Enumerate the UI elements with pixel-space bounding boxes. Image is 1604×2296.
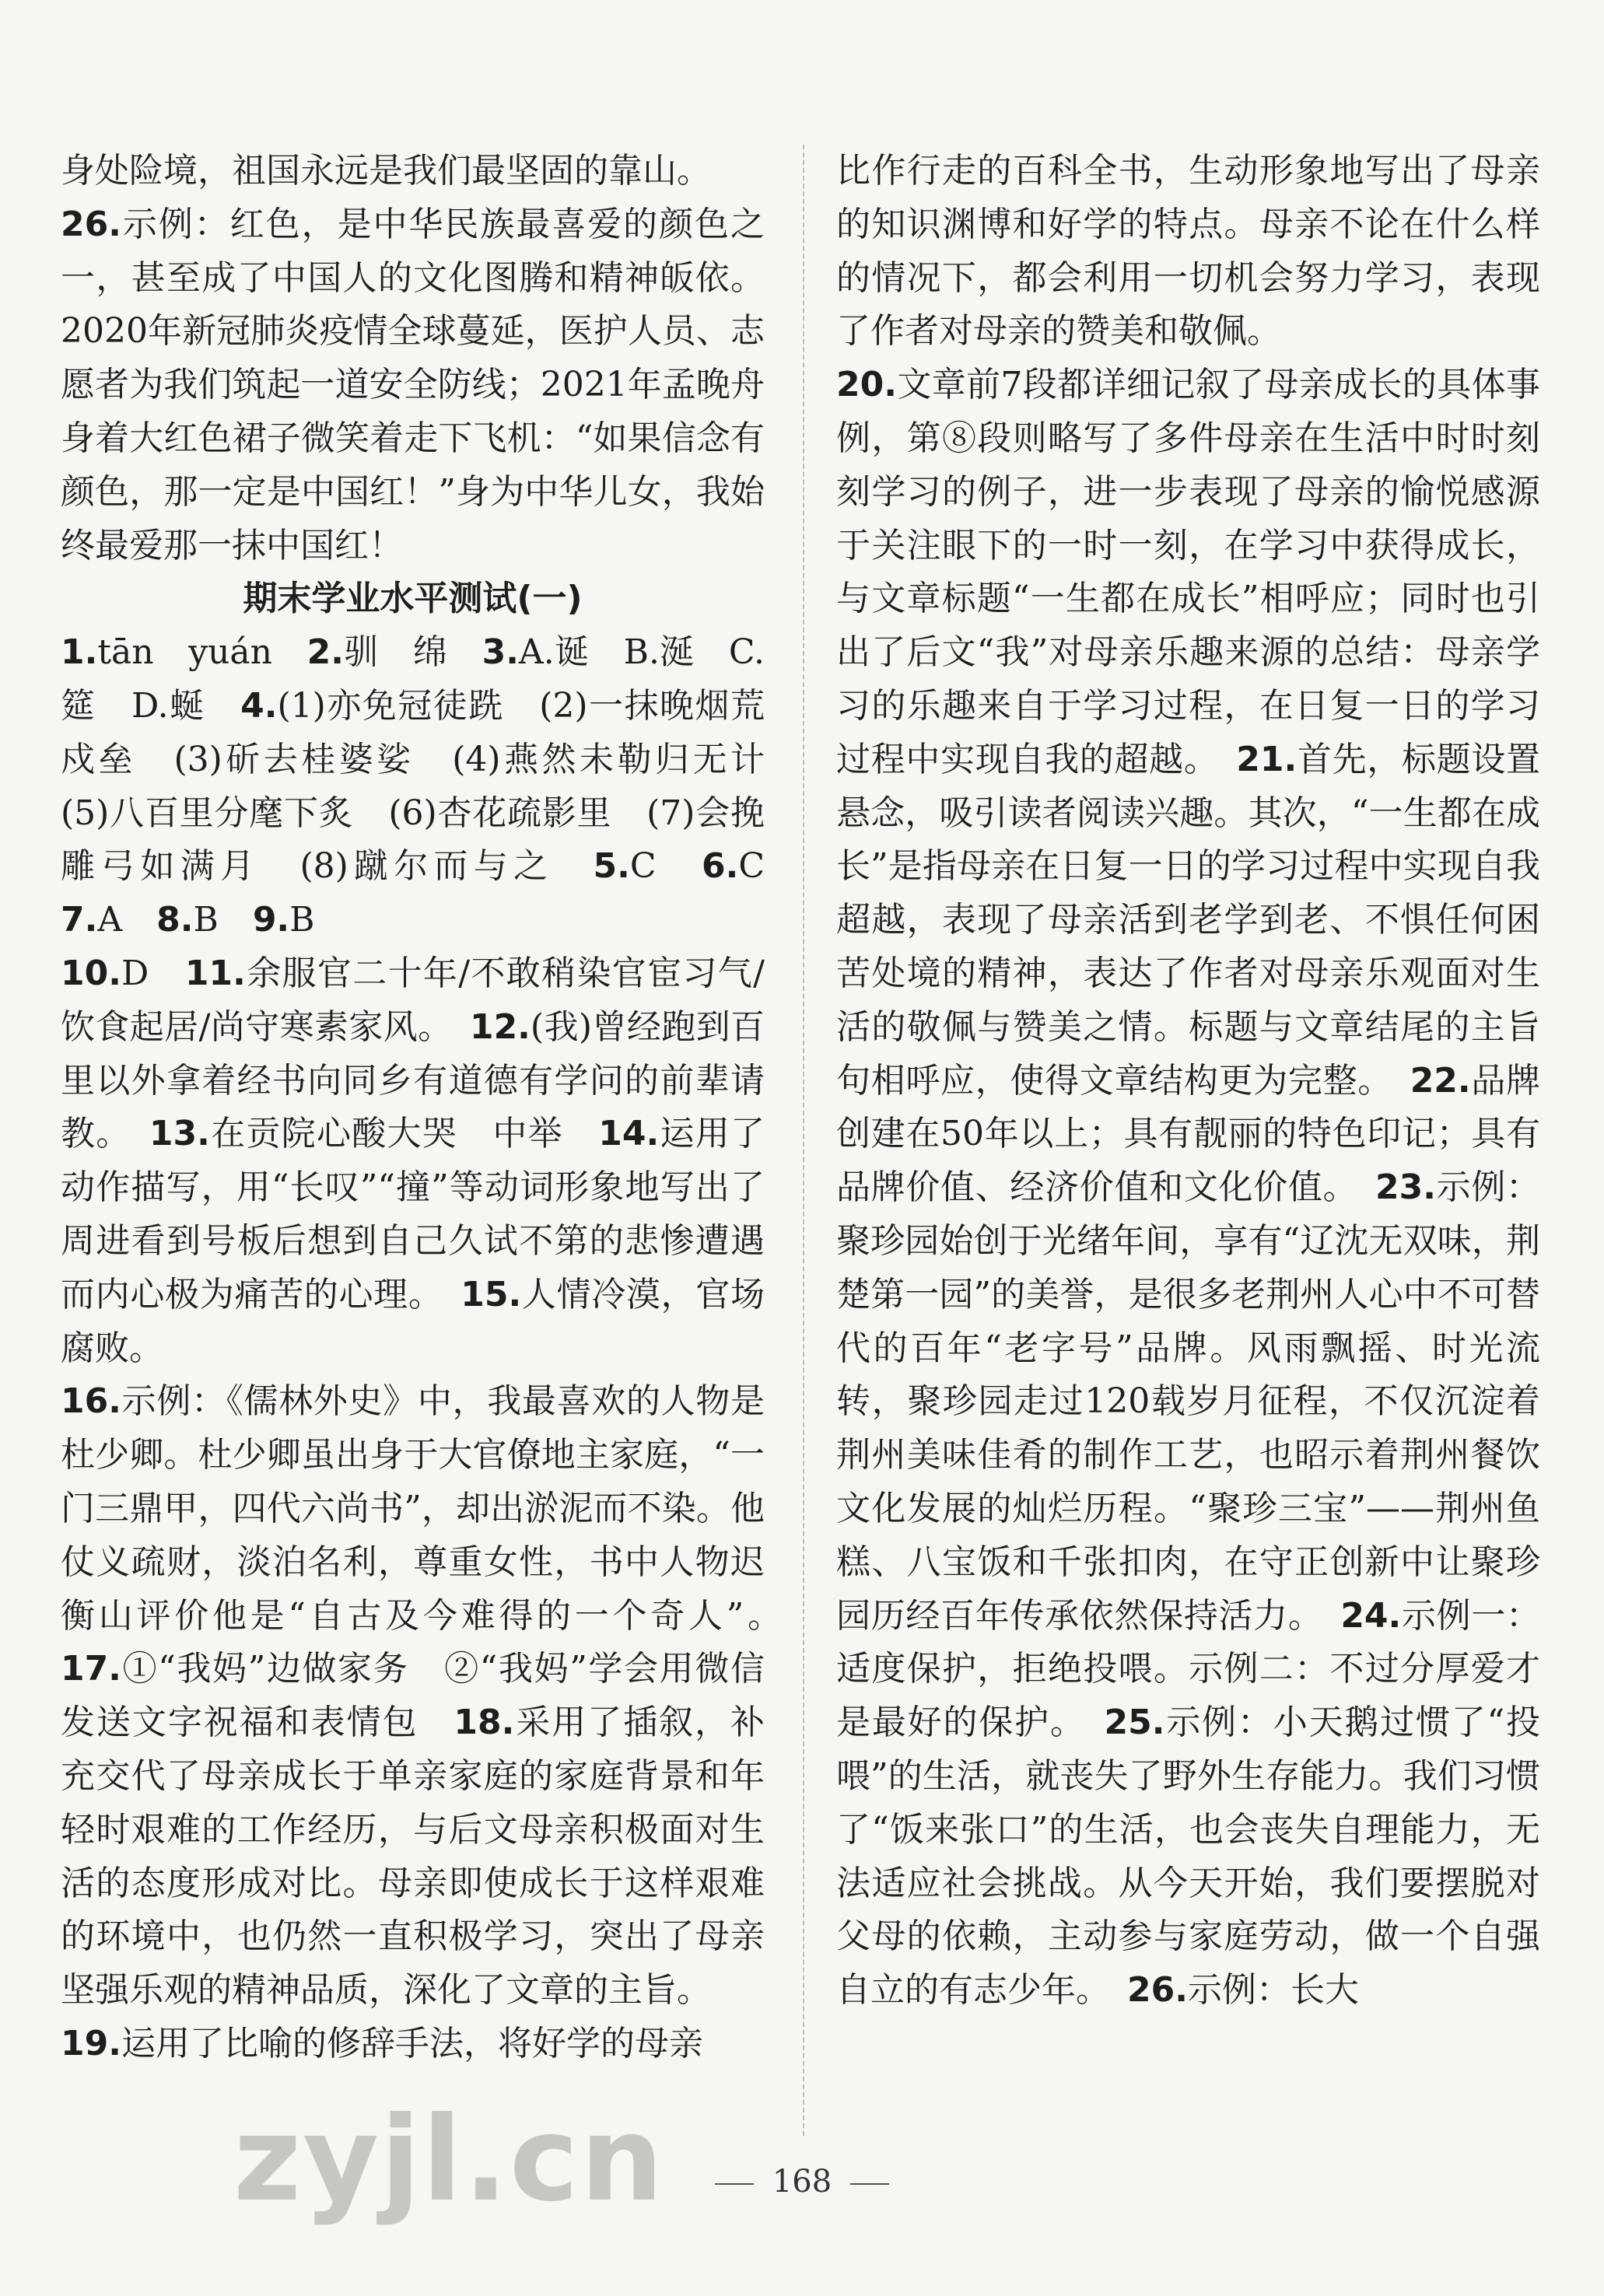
answer-text: B xyxy=(289,900,315,940)
column-divider xyxy=(803,145,804,2136)
question-number: 17. xyxy=(61,1649,121,1689)
question-number: 8. xyxy=(156,900,194,940)
answer-text: B xyxy=(193,900,253,940)
question-number: 10. xyxy=(61,953,121,993)
question-number: 19. xyxy=(61,2023,121,2063)
question-number: 12. xyxy=(469,1006,531,1047)
question-number: 14. xyxy=(598,1114,660,1154)
question-number: 15. xyxy=(461,1274,522,1314)
answer-text: (1)亦免冠徒跣 (2)一抹晚烟荒戍垒 (3)斫去桂婆娑 (4)燕然未勒归无计 (5)八百里分麾下炙 (6)杏花疏影里 (7)会挽雕弓如满月 (8)蹴尔而与之 xyxy=(61,685,799,887)
answer-text: 采用了插叙，补充交代了母亲成长于单亲家庭的家庭背景和年轻时艰难的工作经历，与后文母亲积极面对生活的态度形成对比。母亲即使成长于这样艰难的环境中，也仍然一直积极学习，突出了母亲坚强乐观的精神品质，深化了文章的主旨。 xyxy=(61,1703,765,2011)
answer-text: 比作行走的百科全书，生动形象地写出了母亲的知识渊博和好学的特点。母亲不论在什么样的情况下，都会利用一切机会努力学习，表现了作者对母亲的赞美和敬佩。 xyxy=(836,151,1540,352)
answer-text: 示例：《儒林外史》中，我最喜欢的人物是杜少卿。杜少卿虽出身于大官僚地主家庭，“一门三鼎甲，四代六尚书”，却出淤泥而不染。他仗义疏财，淡泊名利，尊重女性，书中人物迟衡山评价他是“自古及今难得的一个奇人”。 xyxy=(61,1381,799,1636)
question-number: 16. xyxy=(61,1381,121,1422)
answer-text: 余服官二十年/不敢稍染官宦习气/饮食起居/尚守寒素家风。 xyxy=(61,953,765,1047)
answer-paragraph xyxy=(836,145,1540,359)
answer-text: 示例：小天鹅过惯了“投喂”的生活，就丧失了野外生存能力。我们习惯了“饭来张口”的生活，也会丧失自理能力，无法适应社会挑战。从今天开始，我们要摆脱对父母的依赖，主动参与家庭劳动，做一个自强自立的有志少年。 xyxy=(836,1703,1540,2011)
question-number: 21. xyxy=(1236,739,1298,779)
answer-text: tān yuán xyxy=(97,632,307,673)
answer-text: 运用了比喻的修辞手法，将好学的母亲 xyxy=(121,2023,703,2063)
question-number: 4. xyxy=(240,685,278,726)
page-number-dash xyxy=(850,2183,889,2185)
question-number: 24. xyxy=(1340,1595,1402,1636)
answer-text: 示例：聚珍园始创于光绪年间，享有“辽沈无双味，荆楚第一园”的美誉，是很多老荆州人心中不可替代的百年“老字号”品牌。风雨飘摇、时光流转，聚珍园走过120载岁月征程，不仅沉淀着荆州美味佳肴的制作工艺，也昭示着荆州餐饮文化发展的灿烂历程。“聚珍三宝”——荆州鱼糕、八宝饭和千张扣肉，在守正创新中让聚珍园历经百年传承依然保持活力。 xyxy=(836,1167,1541,1636)
question-number: 1. xyxy=(61,632,98,673)
question-number: 26. xyxy=(61,204,121,244)
answer-text: C xyxy=(738,846,799,887)
question-number: 18. xyxy=(454,1703,515,1743)
answer-paragraph xyxy=(61,1375,799,2018)
answer-text: A.诞 B.涎 C.筵 D.蜒 xyxy=(61,632,765,726)
question-number: 6. xyxy=(701,846,739,887)
answer-text: 在贡院心酸大哭 中举 xyxy=(209,1114,599,1154)
answer-paragraph xyxy=(61,947,765,1375)
answer-text: (我)曾经跑到百里以外拿着经书向同乡有道德有学问的前辈请教。 xyxy=(61,1006,765,1154)
answer-paragraph xyxy=(61,198,765,573)
answer-text: 文章前7段都详细记叙了母亲成长的具体事例，第⑧段则略写了多件母亲在生活中时时刻刻学习的例子，进一步表现了母亲的愉悦感源于关注眼下的一时一刻，在学习中获得成长，与文章标题“一生都在成长”相呼应；同时也引出了后文“我”对母亲乐趣来源的总结：母亲学习的乐趣来自于学习过程，在日复一日的学习过程中实现自我的超越。 xyxy=(836,365,1540,779)
left-column xyxy=(61,145,799,2071)
page-number-text: 168 xyxy=(772,2164,832,2200)
answer-text: 品牌创建在50年以上；具有靓丽的特色印记；具有品牌价值、经济价值和文化价值。 xyxy=(836,1060,1541,1208)
question-number: 20. xyxy=(836,365,897,405)
answer-text: 示例：红色，是中华民族最喜爱的颜色之一，甚至成了中国人的文化图腾和精神皈依。2020年新冠肺炎疫情全球蔓延，医护人员、志愿者为我们筑起一道安全防线；2021年孟晚舟身着大红色裙子微笑着走下飞机：“如果信念有颜色，那一定是中国红！”身为中华儿女，我始终最爱那一抹中国红！ xyxy=(61,204,765,565)
question-number: 7. xyxy=(61,900,98,940)
answer-text: 示例：长大 xyxy=(1187,1970,1359,2011)
answer-paragraph xyxy=(836,359,1540,2018)
question-number: 9. xyxy=(252,900,290,940)
answer-paragraph xyxy=(61,145,765,198)
answer-paragraph xyxy=(61,626,799,947)
page-number-dash xyxy=(715,2183,754,2185)
question-number: 11. xyxy=(184,953,246,993)
answer-text: 人情冷漠，官场腐败。 xyxy=(61,1274,765,1368)
right-column xyxy=(836,145,1540,2018)
question-number: 13. xyxy=(149,1114,210,1154)
answer-text: 运用了动作描写，用“长叹”“撞”等动词形象地写出了周进看到号板后想到自己久试不第的悲惨遭遇而内心极为痛苦的心理。 xyxy=(61,1114,765,1314)
answer-text: 驯 绵 xyxy=(343,632,482,673)
answer-text: ①“我妈”边做家务 ②“我妈”学会用微信发送文字祝福和表情包 xyxy=(61,1649,765,1743)
answer-text: 示例一：适度保护，拒绝投喂。示例二：不过分厚爱才是最好的保护。 xyxy=(836,1595,1541,1743)
answer-text: A xyxy=(97,900,157,940)
question-number: 22. xyxy=(1410,1060,1471,1101)
answer-text: C xyxy=(629,846,702,887)
question-number: 23. xyxy=(1375,1167,1436,1208)
question-number: 3. xyxy=(482,632,519,673)
answer-paragraph xyxy=(61,2018,765,2071)
answer-text: 身处险境，祖国永远是我们最坚固的靠山。 xyxy=(61,151,711,191)
question-number: 2. xyxy=(306,632,344,673)
question-number: 5. xyxy=(593,846,630,887)
answer-text: 首先，标题设置悬念，吸引读者阅读兴趣。其次，“一生都在成长”是指母亲在日复一日的学习过程中实现自我超越，表现了母亲活到老学到老、不惧任何困苦处境的精神，表达了作者对母亲乐观面对生活的敬佩与赞美之情。标题与文章结尾的主旨句相呼应，使得文章结构更为完整。 xyxy=(836,739,1541,1101)
question-number: 25. xyxy=(1104,1703,1165,1743)
question-number: 26. xyxy=(1127,1970,1188,2011)
answer-text: D xyxy=(121,953,185,993)
section-heading: 期末学业水平测试(一) xyxy=(243,579,583,619)
watermark-logo: zyjl.cn xyxy=(233,2092,665,2228)
